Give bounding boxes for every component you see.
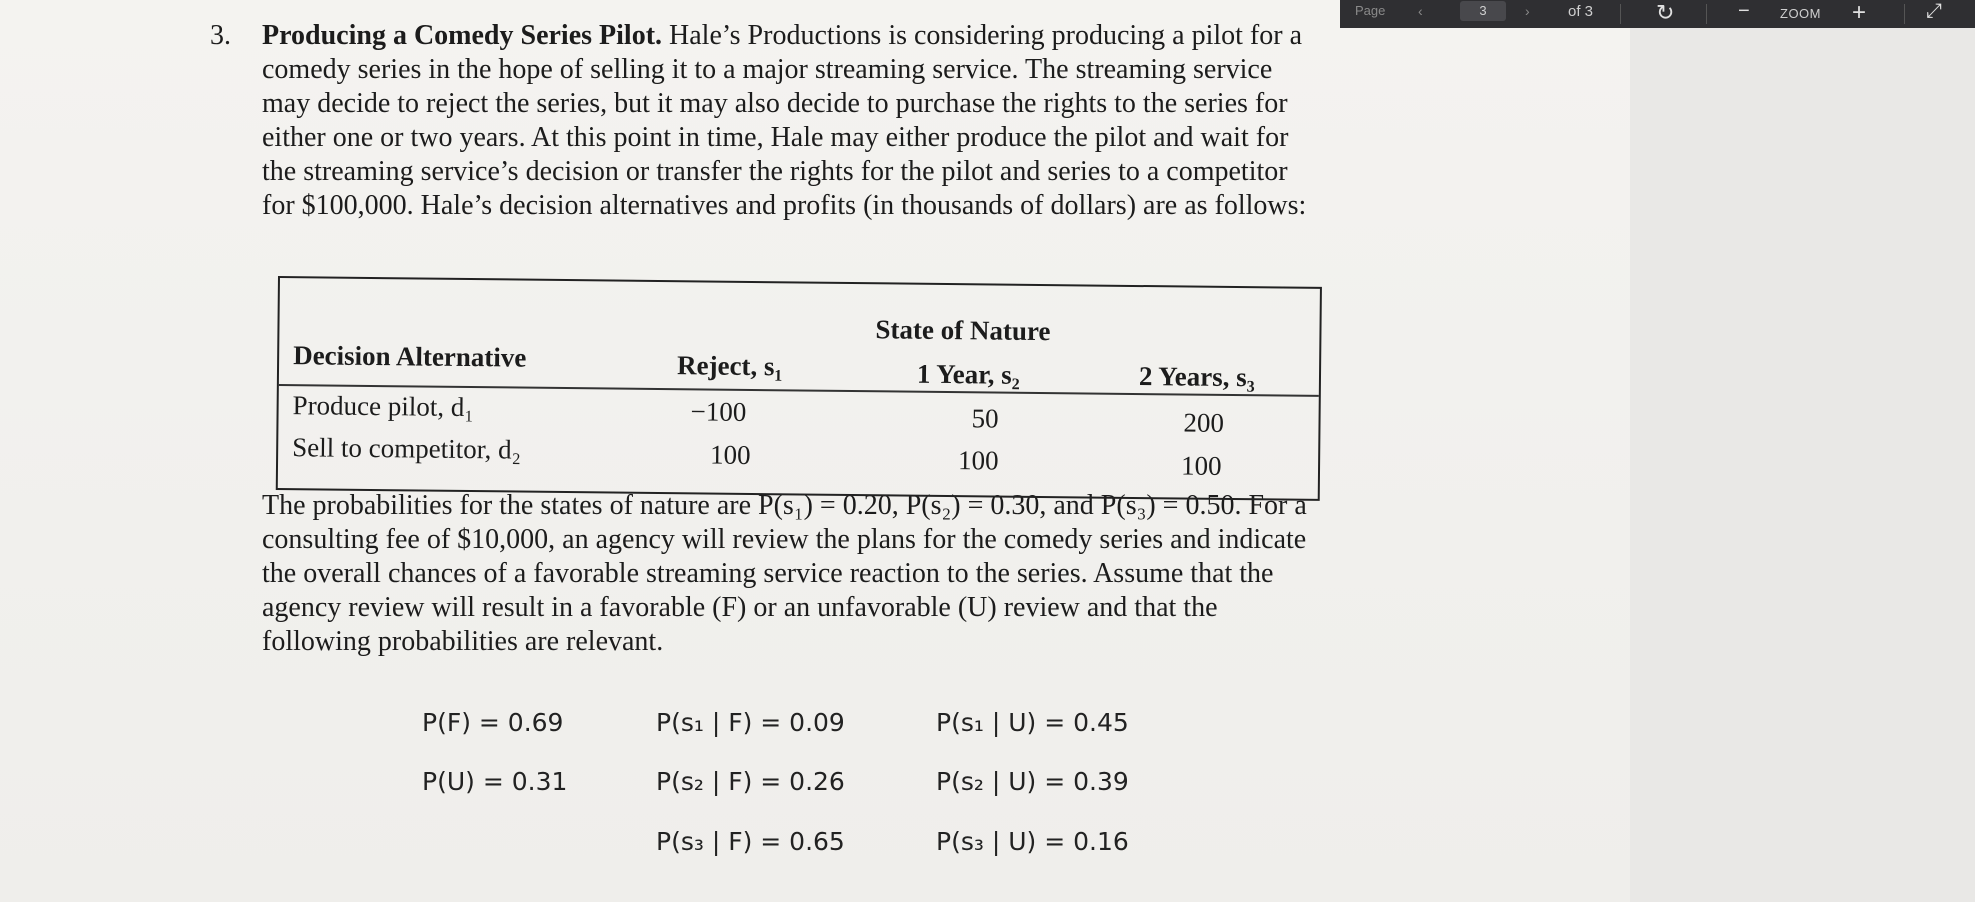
problem-title: Producing a Comedy Series Pilot. <box>262 20 663 51</box>
intro-line-1 <box>262 20 1302 52</box>
prob-s2-given-f: P(s₂ | F) = 0.26 <box>656 767 845 796</box>
prob-s1-given-f: P(s₁ | F) = 0.09 <box>656 708 845 737</box>
next-page-icon[interactable]: › <box>1525 3 1530 19</box>
page-number-input[interactable]: 3 <box>1460 1 1506 21</box>
page-label: Page <box>1355 3 1386 18</box>
column-header-two-years: 2 Years, s₃ <box>1138 361 1255 393</box>
after-line-4: agency review will result in a favorable (F) or an unfavorable (U) review and that the <box>262 592 1218 623</box>
toolbar-divider <box>1706 4 1707 24</box>
cell-sell-two-years: 100 <box>1180 450 1222 481</box>
previous-page-icon[interactable]: ‹ <box>1418 3 1423 19</box>
problem-number: 3. <box>210 20 231 51</box>
cell-sell-one-year: 100 <box>957 445 999 476</box>
prob-s3-given-f: P(s₃ | F) = 0.65 <box>656 827 845 856</box>
prob-favorable: P(F) = 0.69 <box>422 708 564 737</box>
toolbar-divider <box>1904 4 1905 24</box>
prob-s2-given-u: P(s₂ | U) = 0.39 <box>936 767 1129 796</box>
zoom-out-icon[interactable]: − <box>1738 0 1750 22</box>
cell-produce-reject: −100 <box>690 396 747 427</box>
intro-line-5: the streaming service’s decision or transfer the rights for the pilot and series to a competitor <box>262 156 1288 187</box>
after-line-1: The probabilities for the states of nature are P(s₁) = 0.20, P(s₂) = 0.30, and P(s₃) = 0.50. For a <box>262 490 1307 521</box>
zoom-in-icon[interactable]: + <box>1852 0 1867 26</box>
intro-line-1-text: Hale’s Productions is considering producing a pilot for a <box>662 20 1303 51</box>
group-header: State of Nature <box>875 314 1051 347</box>
after-line-3: the overall chances of a favorable streaming service reaction to the series. Assume that the <box>262 558 1274 589</box>
prob-unfavorable: P(U) = 0.31 <box>422 767 568 796</box>
row-label-produce: Produce pilot, d₁ <box>292 390 474 423</box>
toolbar-divider <box>1620 4 1621 24</box>
intro-line-6: for $100,000. Hale’s decision alternatives and profits (in thousands of dollars) are as follows: <box>262 190 1307 221</box>
intro-line-2: comedy series in the hope of selling it to a major streaming service. The streaming service <box>262 54 1273 85</box>
pdf-toolbar <box>1340 0 1975 28</box>
prob-s3-given-u: P(s₃ | U) = 0.16 <box>936 827 1129 856</box>
cell-sell-reject: 100 <box>709 439 751 470</box>
viewer-margin <box>1630 0 1975 902</box>
fullscreen-icon[interactable]: ⤢ <box>1926 0 1942 22</box>
intro-line-3: may decide to reject the series, but it may also decide to purchase the rights to the series for <box>262 88 1288 119</box>
zoom-label: ZOOM <box>1780 6 1821 21</box>
after-line-2: consulting fee of $10,000, an agency will review the plans for the comedy series and indicate <box>262 524 1307 555</box>
column-header-reject: Reject, s₁ <box>676 350 783 382</box>
page-count: of 3 <box>1568 3 1594 20</box>
prob-s1-given-u: P(s₁ | U) = 0.45 <box>936 708 1129 737</box>
cell-produce-one-year: 50 <box>971 403 999 434</box>
after-line-5: following probabilities are relevant. <box>262 626 664 657</box>
payoff-table <box>276 276 1322 501</box>
intro-line-4: either one or two years. At this point in time, Hale may either produce the pilot and wait for <box>262 122 1289 153</box>
rotate-icon[interactable]: ↻ <box>1656 0 1675 25</box>
row-label-sell: Sell to competitor, d₂ <box>292 432 522 465</box>
column-header-one-year: 1 Year, s₂ <box>916 358 1021 390</box>
column-header-decision: Decision Alternative <box>293 340 527 373</box>
cell-produce-two-years: 200 <box>1183 407 1225 438</box>
